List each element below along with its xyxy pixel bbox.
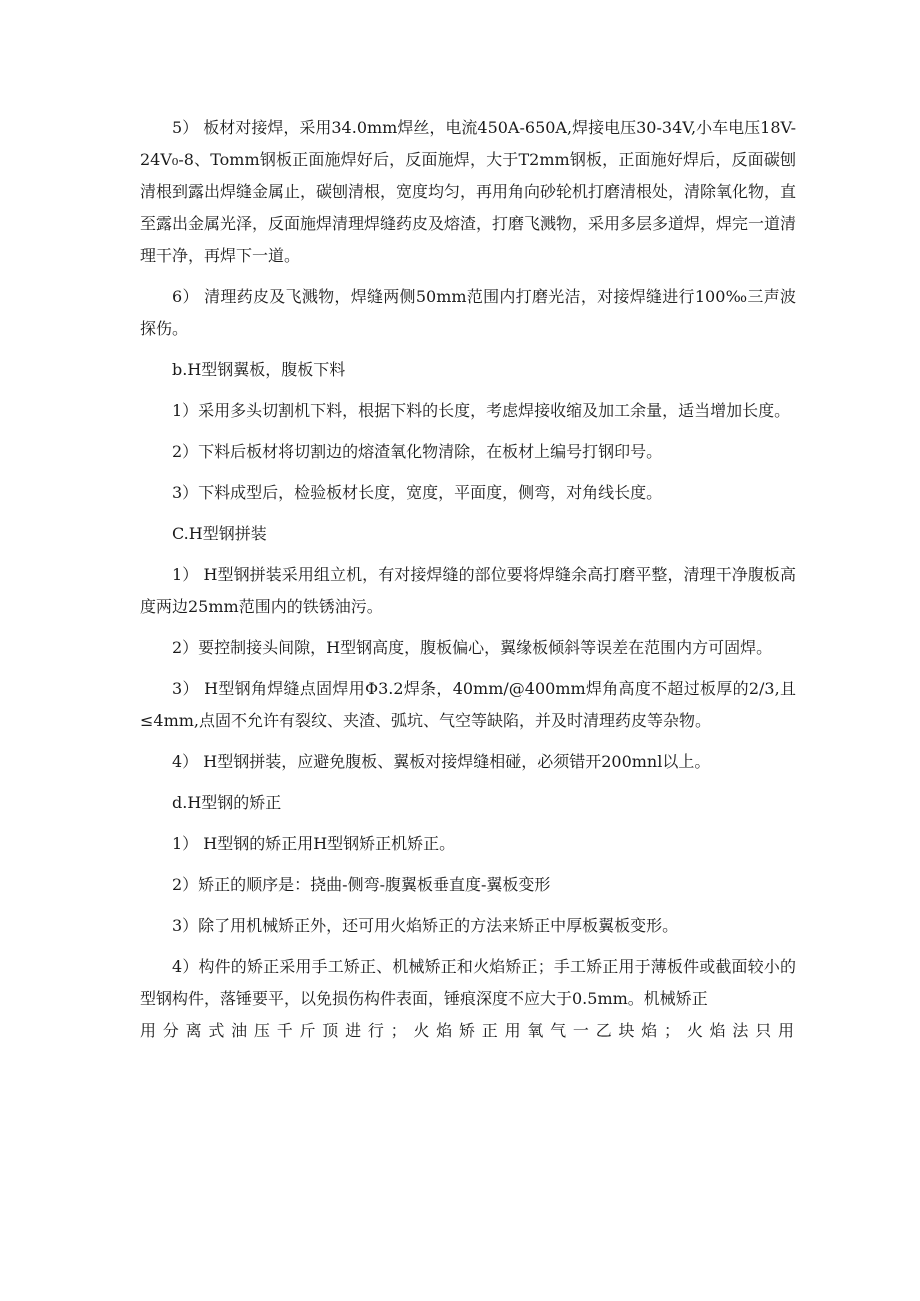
document-page bbox=[140, 112, 796, 1056]
paragraph-welding-plate-butt: 5） 板材对接焊，采用34.0mm焊丝，电流450A-650A,焊接电压30-34V,小车电压18V-24V₀-8、Tomm钢板正面施焊好后，反面施焊，大于T2mm钢板，正面施好焊后，反面碳刨清根到露出焊缝金属止，碳刨清根，宽度均匀，再用角向砂轮机打磨清根处，清除氧化物，直至露出金属光泽，反面施焊清理焊缝药皮及熔渣，打磨飞溅物，采用多层多道焊，焊完一道清理干净，再焊下一道。 bbox=[140, 118, 797, 265]
paragraph-b2: 2）下料后板材将切割边的熔渣氧化物清除，在板材上编号打钢印号。 bbox=[172, 442, 663, 461]
section-heading-c: C.H型钢拼装 bbox=[172, 524, 267, 543]
paragraph-c1: 1） H型钢拼装采用组立机，有对接焊缝的部位要将焊缝余高打磨平整，清理干净腹板高度两边25mm范围内的铁锈油污。 bbox=[140, 565, 796, 616]
section-heading-b: b.H型钢翼板，腹板下料 bbox=[172, 360, 346, 379]
paragraph-d4: 4）构件的矫正采用手工矫正、机械矫正和火焰矫正；手工矫正用于薄板件或截面较小的型钢构件，落锤要平，以免损伤构件表面，锤痕深度不应大于0.5mm。机械矫正 bbox=[140, 957, 796, 1008]
paragraph-c2: 2）要控制接头间隙，H型钢高度，腹板偏心，翼缘板倾斜等误差在范围内方可固焊。 bbox=[172, 638, 773, 657]
paragraph-d1: 1） H型钢的矫正用H型钢矫正机矫正。 bbox=[172, 834, 456, 853]
paragraph-d3: 3）除了用机械矫正外，还可用火焰矫正的方法来矫正中厚板翼板变形。 bbox=[172, 916, 679, 935]
paragraph-d4-continued: 用分离式油压千斤顶进行；火焰矫正用氧气一乙块焰；火焰法只用 bbox=[140, 1021, 796, 1040]
paragraph-c3: 3） H型钢角焊缝点固焊用Φ3.2焊条，40mm/@400mm焊角高度不超过板厚的2/3,且≤4mm,点固不允许有裂纹、夹渣、弧坑、气空等缺陷，并及时清理药皮等杂物。 bbox=[140, 679, 796, 730]
paragraph-b1: 1）采用多头切割机下料，根据下料的长度，考虑焊接收缩及加工余量，适当增加长度。 bbox=[172, 401, 791, 420]
paragraph-cleaning-inspection: 6） 清理药皮及飞溅物，焊缝两侧50mm范围内打磨光洁，对接焊缝进行100‰三声波探伤。 bbox=[140, 287, 796, 338]
paragraph-b3: 3）下料成型后，检验板材长度，宽度，平面度，侧弯，对角线长度。 bbox=[172, 483, 663, 502]
paragraph-c4: 4） H型钢拼装，应避免腹板、翼板对接焊缝相碰，必须错开200mnl以上。 bbox=[172, 752, 711, 771]
paragraph-d2: 2）矫正的顺序是：挠曲-侧弯-腹翼板垂直度-翼板变形 bbox=[172, 875, 551, 894]
section-heading-d: d.H型钢的矫正 bbox=[172, 793, 282, 812]
